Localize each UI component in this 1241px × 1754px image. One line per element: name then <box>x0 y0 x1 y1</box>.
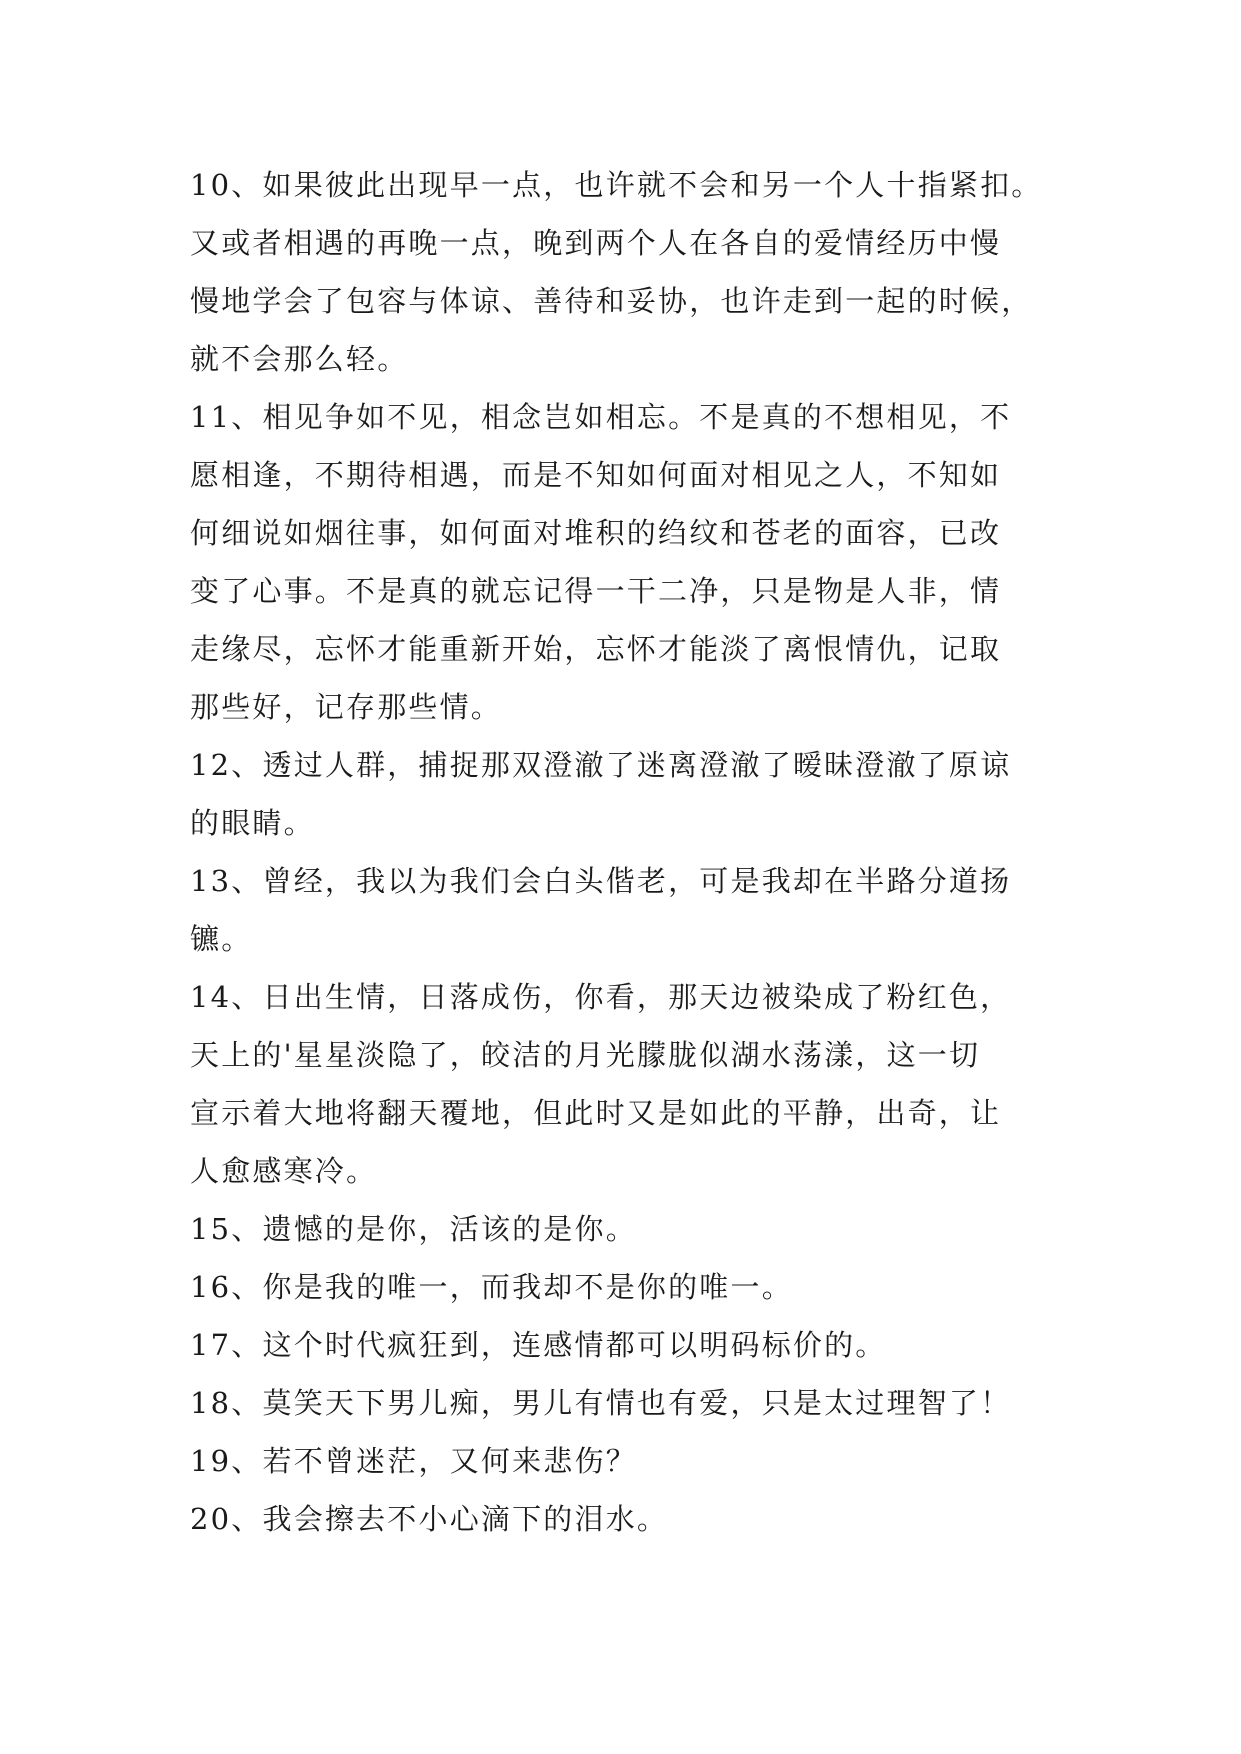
paragraph-17 <box>190 1316 1060 1374</box>
paragraph-20 <box>190 1490 1060 1548</box>
paragraph-line: 那些好，记存那些情。 <box>190 690 503 724</box>
paragraph-line: 14、日出生情，日落成伤，你看，那天边被染成了粉红色， <box>190 980 1012 1014</box>
document-body <box>190 156 1060 1548</box>
paragraph-line: 11、相见争如不见，相念岂如相忘。不是真的不想相见，不 <box>190 400 1012 434</box>
paragraph-10 <box>190 156 1060 388</box>
paragraph-line: 变了心事。不是真的就忘记得一干二净，只是物是人非，情 <box>190 574 1002 608</box>
paragraph-13 <box>190 852 1060 968</box>
paragraph-line: 愿相逢，不期待相遇，而是不知如何面对相见之人，不知如 <box>190 458 1002 492</box>
paragraph-11 <box>190 388 1060 736</box>
paragraph-12 <box>190 736 1060 852</box>
paragraph-15 <box>190 1200 1060 1258</box>
paragraph-line: 又或者相遇的再晚一点，晚到两个人在各自的爱情经历中慢 <box>190 226 1002 260</box>
paragraph-line: 天上的'星星淡隐了，皎洁的月光朦胧似湖水荡漾，这一切 <box>190 1038 981 1072</box>
paragraph-line: 走缘尽，忘怀才能重新开始，忘怀才能淡了离恨情仇，记取 <box>190 632 1002 666</box>
paragraph-line: 镳。 <box>190 922 253 956</box>
paragraph-line: 17、这个时代疯狂到，连感情都可以明码标价的。 <box>190 1328 887 1362</box>
paragraph-line: 15、遗憾的是你，活该的是你。 <box>190 1212 637 1246</box>
paragraph-18 <box>190 1374 1060 1432</box>
paragraph-line: 10、如果彼此出现早一点，也许就不会和另一个人十指紧扣。 <box>190 168 1043 202</box>
paragraph-14 <box>190 968 1060 1200</box>
paragraph-line: 20、我会擦去不小心滴下的泪水。 <box>190 1502 669 1536</box>
paragraph-line: 18、莫笑天下男儿痴，男儿有情也有爱，只是太过理智了！ <box>190 1386 1012 1420</box>
paragraph-line: 13、曾经，我以为我们会白头偕老，可是我却在半路分道扬 <box>190 864 1012 898</box>
paragraph-16 <box>190 1258 1060 1316</box>
paragraph-19 <box>190 1432 1060 1490</box>
paragraph-line: 宣示着大地将翻天覆地，但此时又是如此的平静，出奇，让 <box>190 1096 1002 1130</box>
paragraph-line: 19、若不曾迷茫，又何来悲伤？ <box>190 1444 637 1478</box>
paragraph-line: 慢地学会了包容与体谅、善待和妥协，也许走到一起的时候， <box>190 284 1033 318</box>
paragraph-line: 人愈感寒冷。 <box>190 1154 378 1188</box>
paragraph-line: 的眼睛。 <box>190 806 315 840</box>
paragraph-line: 12、透过人群，捕捉那双澄澈了迷离澄澈了暧昧澄澈了原谅 <box>190 748 1012 782</box>
paragraph-line: 就不会那么轻。 <box>190 342 409 376</box>
paragraph-line: 16、你是我的唯一，而我却不是你的唯一。 <box>190 1270 793 1304</box>
paragraph-line: 何细说如烟往事，如何面对堆积的绉纹和苍老的面容，已改 <box>190 516 1002 550</box>
